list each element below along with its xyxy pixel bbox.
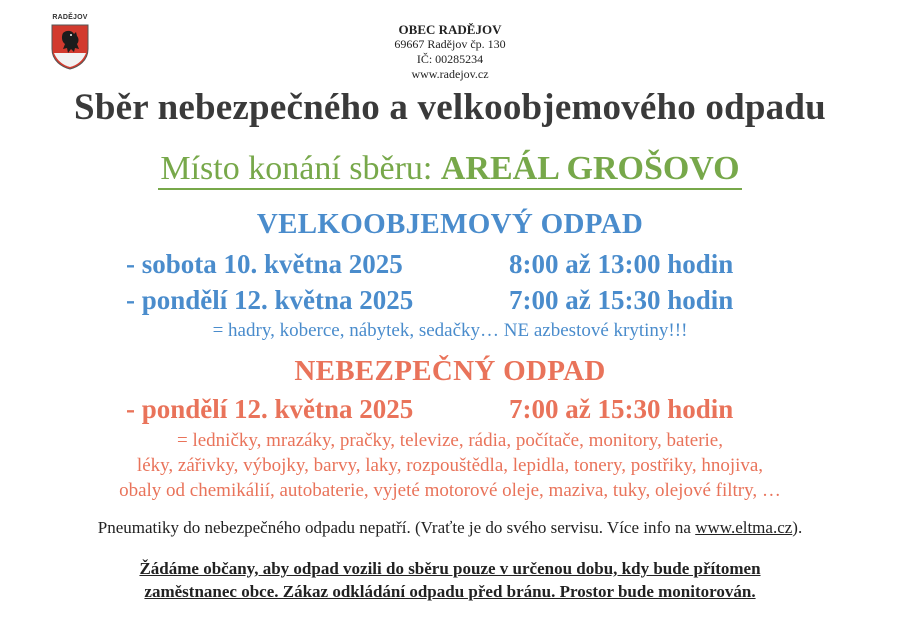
hazardous-items-line-2: léky, zářivky, výbojky, barvy, laky, rozpouštědla, lepidla, tonery, postřiky, hnojiva, [136,455,764,476]
hazardous-date-1: - pondělí 12. května 2025 [126,394,414,424]
tires-text: Pneumatiky do nebezpečného odpadu nepatří. (Vraťte je do svého servisu. Více info na [97,518,696,537]
bulky-time-1: 8:00 až 13:00 hodin [509,249,734,279]
venue-place: AREÁL GROŠOVO [440,150,740,187]
hazardous-time-1: 7:00 až 15:30 hodin [509,394,734,424]
eltma-link[interactable]: www.eltma.cz [695,518,793,537]
coat-of-arms-icon [50,23,90,71]
hazardous-items-line-3: obaly od chemikálií, autobaterie, vyjeté motorové oleje, maziva, tuky, olejové filtry, … [119,480,781,501]
logo-label: RADĚJOV [52,14,88,21]
municipality-name: OBEC RADĚJOV [398,22,502,37]
municipality-ico: IČ: 00285234 [416,52,484,66]
hazardous-waste-heading: NEBEZPEČNÝ ODPAD [294,355,606,387]
tires-end: ). [792,518,803,537]
bulky-date-1: - sobota 10. května 2025 [126,249,403,279]
bulky-waste-heading: VELKOOBJEMOVÝ ODPAD [256,208,644,240]
venue-label: Místo konání sběru: [160,150,441,187]
venue-line [0,150,900,190]
hazardous-items-line-1: = ledničky, mrazáky, pračky, televize, rádia, počítače, monitory, baterie, [177,430,723,451]
final-notice-line-2: zaměstnanec obce. Zákaz odkládání odpadu před bránu. Prostor bude monitorován. [144,582,756,601]
tires-note [0,518,900,538]
municipality-website: www.radejov.cz [411,67,489,81]
bulky-date-2: - pondělí 12. května 2025 [126,285,414,315]
municipality-header [300,22,600,82]
venue-text [158,150,741,190]
municipality-address: 69667 Radějov čp. 130 [394,37,506,51]
final-notice-line-1: Žádáme občany, aby odpad vozili do sběru pouze v určenou dobu, kdy bude přítomen [139,559,761,578]
municipal-logo [46,14,94,71]
bulky-time-2: 7:00 až 15:30 hodin [509,285,734,315]
page-title: Sběr nebezpečného a velkoobjemového odpadu [74,87,826,128]
bulky-waste-note: = hadry, koberce, nábytek, sedačky… NE azbestové krytiny!!! [212,320,688,341]
